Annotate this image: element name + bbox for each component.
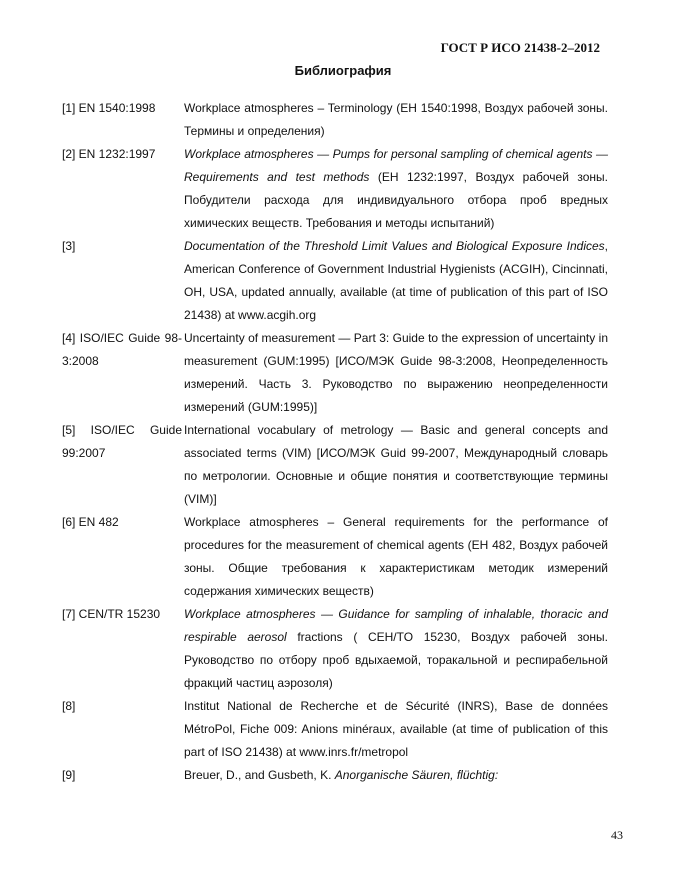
reference-text [184, 235, 608, 327]
reference-code: [1] EN 1540:1998 [62, 101, 156, 115]
reference-title: Documentation of the Threshold Limit Values and Biological Exposure Indices [184, 239, 605, 253]
reference-text [184, 603, 608, 695]
page-number: 43 [611, 828, 623, 842]
bibliography-entry [62, 764, 608, 787]
reference-text [184, 764, 608, 787]
bibliography-entry [62, 235, 608, 327]
bibliography-entry [62, 97, 608, 143]
standard-code: ГОСТ Р ИСО 21438-2–2012 [440, 40, 600, 55]
bibliography-entry [62, 327, 608, 419]
reference-text [184, 97, 608, 143]
reference-text-part: Uncertainty of measurement — Part 3: Guide to the expression of uncertainty in measurement (GUM:1995) [ИСО/МЭК Guide 98-3:2008, Неопределенность измерений. Часть 3. Руководство по выражению неопределенности измерений (GUM:1995)] [184, 331, 608, 414]
bibliography-entry [62, 419, 608, 511]
reference-text-part: International vocabulary of metrology — Basic and general concepts and associated terms (VIM) [ИСО/МЭК Guid 99-2007, Международный словарь по метрологии. Основные и общие понятия и соответствующие термины (VIM)] [184, 423, 608, 506]
reference-text-part: , American Conference of Government Industrial Hygienists (ACGIH), Cincinnati, OH, USA, updated annually, available (at time of publication of this part of ISO 21438) at www.acgih.org [184, 239, 608, 322]
page-title: Библиография [294, 63, 392, 78]
reference-code: [6] EN 482 [62, 515, 119, 529]
reference-title: Workplace atmospheres — Guidance for sampling of inhalable, thoracic and respirable aerosol [184, 607, 608, 644]
reference-text-part: Workplace atmospheres – General requirements for the performance of procedures for the measurement of chemical agents (ЕН 482, Воздух рабочей зоны. Общие требования к характеристикам методик измерений содержания химических веществ) [184, 515, 608, 598]
bibliography-entry [62, 695, 608, 764]
reference-code: [8] [62, 699, 76, 713]
reference-text-part: Breuer, D., and Gusbeth, K. [184, 768, 335, 782]
reference-code: [3] [62, 239, 76, 253]
reference-text [184, 419, 608, 511]
reference-code: [9] [62, 768, 76, 782]
reference-code: [5] ISO/IEC Guide 99:2007 [62, 423, 182, 460]
reference-code: [4] ISO/IEC Guide 98-3:2008 [62, 331, 182, 368]
reference-title: Workplace atmospheres — Pumps for personal sampling of chemical agents — Requirements and test methods [184, 147, 608, 184]
bibliography-list [62, 97, 608, 787]
reference-text [184, 327, 608, 419]
reference-text-part: (ЕН 1232:1997, Воздух рабочей зоны. Побудители расхода для индивидуального отбора проб вредных химических веществ. Требования и методы испытаний) [184, 170, 608, 230]
reference-code: [7] CEN/TR 15230 [62, 607, 161, 621]
bibliography-entry [62, 603, 608, 695]
reference-text-part: fractions ( CEH/TO 15230, Воздух рабочей зоны. Руководство по отбору проб вдыхаемой, торакальной и респирабельной фракций частиц аэрозоля) [184, 630, 608, 690]
reference-text-part: Workplace atmospheres – Terminology (ЕН 1540:1998, Воздух рабочей зоны. Термины и определения) [184, 101, 608, 138]
reference-title: Anorganische Säuren, flüchtig: [334, 768, 499, 782]
reference-text-part: Institut National de Recherche et de Sécurité (INRS), Base de données MétroPol, Fiche 009: Anions minéraux, available (at time of publication of this part of ISO 21438) at www.inrs.fr/metropol [184, 699, 608, 759]
reference-text [184, 143, 608, 235]
reference-code: [2] EN 1232:1997 [62, 147, 156, 161]
bibliography-entry [62, 143, 608, 235]
reference-text [184, 511, 608, 603]
bibliography-entry [62, 511, 608, 603]
reference-text [184, 695, 608, 764]
